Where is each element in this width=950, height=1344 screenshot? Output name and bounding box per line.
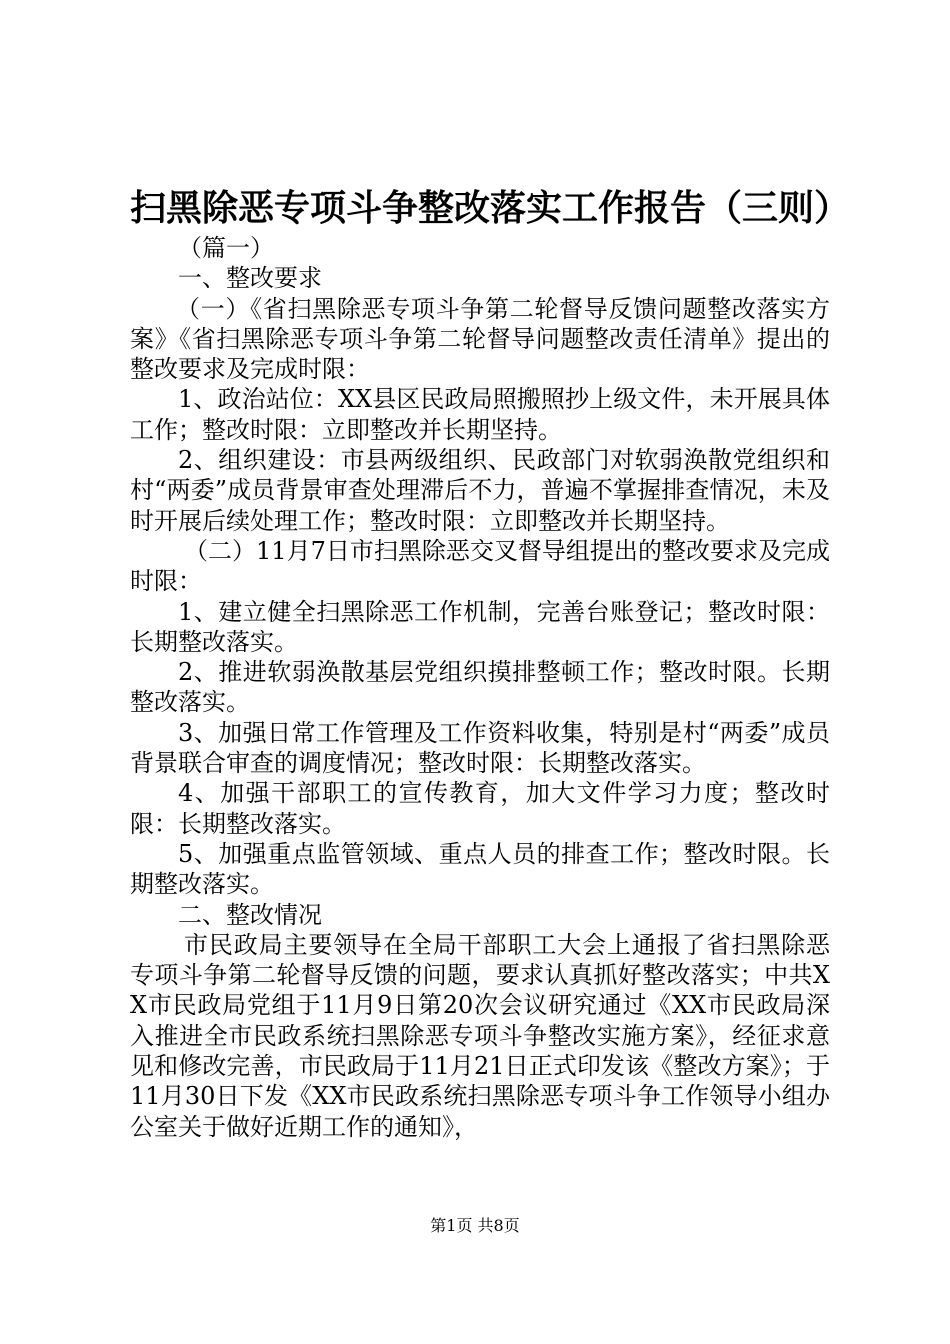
paragraph: 市民政局主要领导在全局干部职工大会上通报了省扫黑除恶专项斗争第二轮督导反馈的问题，要求认真抓好整改落实；中共XX市民政局党组于11月9日第20次会议研究通过《XX市民政局深入推进全市民政系统扫黑除恶专项斗争整改实施方案》，经征求意见和修改完善，市民政局于11月21日正式印发该《整改方案》；于11月30日下发《XX市民政系统扫黑除恶专项斗争工作领导小组办公室关于做好近期工作的通知》， bbox=[130, 930, 830, 1141]
paragraph: 1、建立健全扫黑除恶工作机制，完善台账登记；整改时限：长期整改落实。 bbox=[130, 597, 830, 656]
heading-status: 二、整改情况 bbox=[178, 900, 322, 929]
paragraph: 2、推进软弱涣散基层党组织摸排整顿工作；整改时限。长期整改落实。 bbox=[130, 658, 830, 717]
document-title: 扫黑除恶专项斗争整改落实工作报告（三则） bbox=[130, 187, 851, 229]
section-label: （篇一） bbox=[178, 234, 274, 262]
paragraph: 2、组织建设：市县两级组织、民政部门对软弱涣散党组织和村“两委”成员背景审查处理滞后不力，普遍不掌握排查情况，未及时开展后续处理工作；整改时限：立即整改并长期坚持。 bbox=[130, 446, 830, 535]
paragraph: 3、加强日常工作管理及工作资料收集，特别是村“两委”成员背景联合审查的调度情况；整改时限：长期整改落实。 bbox=[130, 718, 830, 778]
paragraph: （一）《省扫黑除恶专项斗争第二轮督导反馈问题整改落实方案》《省扫黑除恶专项斗争第二轮督导问题整改责任清单》提出的整改要求及完成时限： bbox=[130, 294, 830, 384]
heading-requirements: 一、整改要求 bbox=[178, 264, 322, 293]
paragraph: 5、加强重点监管领域、重点人员的排查工作；整改时限。长期整改落实。 bbox=[130, 839, 830, 899]
document-body bbox=[130, 233, 830, 1142]
page-number-footer: 第1页 共8页 bbox=[430, 1216, 520, 1235]
paragraph: 4、加强干部职工的宣传教育，加大文件学习力度；整改时限：长期整改落实。 bbox=[130, 779, 830, 838]
paragraph: 1、政治站位：XX县区民政局照搬照抄上级文件，未开展具体工作；整改时限：立即整改并长期坚持。 bbox=[130, 385, 830, 444]
paragraph: （二）11月7日市扫黑除恶交叉督导组提出的整改要求及完成时限： bbox=[130, 536, 830, 596]
